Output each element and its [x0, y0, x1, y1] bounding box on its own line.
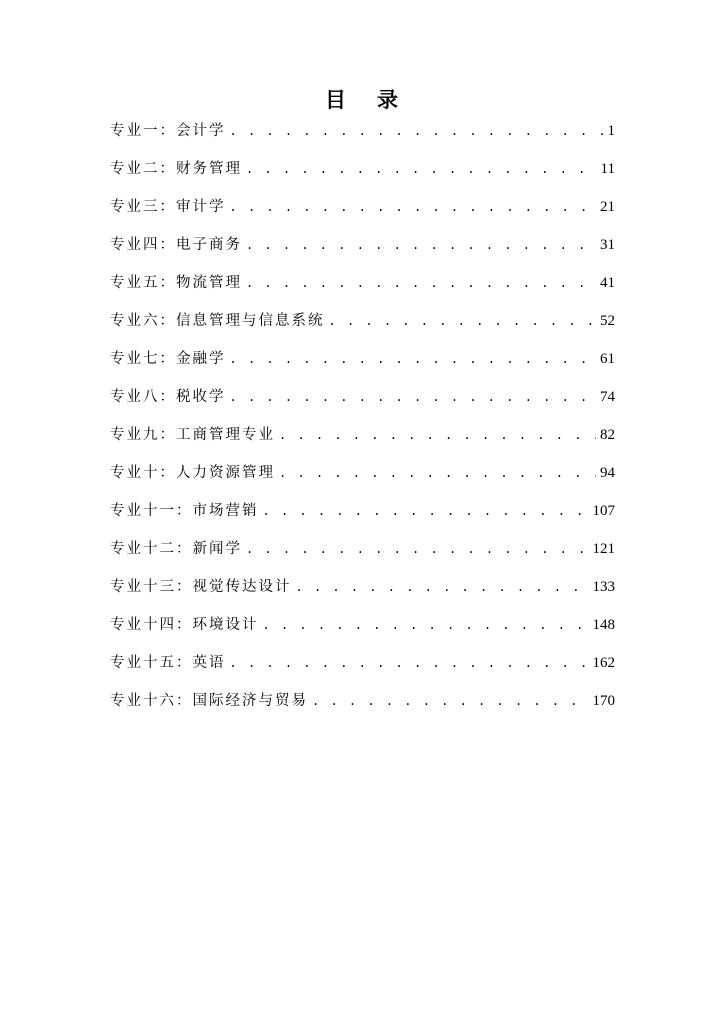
toc-entry[interactable]	[110, 424, 615, 462]
toc-entry[interactable]	[110, 120, 615, 158]
toc-entry-page: 74	[600, 389, 615, 405]
dot-leader	[230, 652, 589, 674]
dot-leader	[246, 538, 589, 560]
dot-leader	[246, 234, 596, 256]
toc-entry-page: 21	[600, 199, 615, 215]
toc-entry[interactable]	[110, 462, 615, 500]
toc-entry-page: 41	[600, 275, 615, 291]
toc-entry-page: 52	[600, 313, 615, 329]
toc-entry-label: 专业十三：视觉传达设计	[110, 579, 292, 595]
toc-entry[interactable]	[110, 272, 615, 310]
toc-entry-page: 31	[600, 237, 615, 253]
toc-entry-page: 11	[600, 161, 615, 177]
toc-entry-label: 专业十四：环境设计	[110, 617, 259, 633]
dot-leader	[279, 424, 596, 446]
toc-entry-label: 专业五：物流管理	[110, 275, 242, 291]
dot-leader	[230, 348, 597, 370]
toc-entry-label: 专业二：财务管理	[110, 161, 242, 177]
toc-entry[interactable]	[110, 158, 615, 196]
toc-entry-label: 专业六：信息管理与信息系统	[110, 313, 325, 329]
table-of-contents	[110, 120, 615, 728]
toc-entry[interactable]	[110, 348, 615, 386]
toc-entry-page: 148	[592, 617, 615, 633]
dot-leader	[296, 576, 589, 598]
toc-entry-label: 专业十二：新闻学	[110, 541, 242, 557]
dot-leader	[329, 310, 597, 332]
dot-leader	[312, 690, 589, 712]
toc-entry[interactable]	[110, 614, 615, 652]
toc-entry-page: 121	[592, 541, 615, 557]
toc-entry-label: 专业七：金融学	[110, 351, 226, 367]
toc-entry-page: 1	[607, 123, 615, 139]
toc-entry-label: 专业十六：国际经济与贸易	[110, 693, 308, 709]
toc-entry[interactable]	[110, 500, 615, 538]
dot-leader	[230, 120, 604, 142]
toc-entry-page: 107	[592, 503, 615, 519]
dot-leader	[279, 462, 596, 484]
dot-leader	[246, 272, 596, 294]
dot-leader	[246, 158, 597, 180]
dot-leader	[230, 196, 597, 218]
toc-entry-label: 专业十一：市场营销	[110, 503, 259, 519]
toc-entry-label: 专业十五：英语	[110, 655, 226, 671]
toc-entry-page: 170	[592, 693, 615, 709]
toc-entry[interactable]	[110, 310, 615, 348]
toc-entry[interactable]	[110, 538, 615, 576]
toc-entry-label: 专业八：税收学	[110, 389, 226, 405]
toc-entry[interactable]	[110, 690, 615, 728]
toc-entry-page: 61	[600, 351, 615, 367]
toc-title-part-2: 录	[377, 88, 399, 112]
toc-entry-page: 82	[600, 427, 615, 443]
toc-entry[interactable]	[110, 234, 615, 272]
dot-leader	[263, 500, 589, 522]
toc-entry-label: 专业三：审计学	[110, 199, 226, 215]
toc-entry-page: 94	[600, 465, 615, 481]
toc-entry-page: 133	[592, 579, 615, 595]
dot-leader	[230, 386, 597, 408]
toc-entry-label: 专业四：电子商务	[110, 237, 242, 253]
toc-title	[0, 84, 724, 114]
toc-entry-label: 专业十：人力资源管理	[110, 465, 275, 481]
toc-entry[interactable]	[110, 386, 615, 424]
toc-entry[interactable]	[110, 652, 615, 690]
toc-entry[interactable]	[110, 196, 615, 234]
toc-entry-page: 162	[592, 655, 615, 671]
toc-title-part-1: 目	[325, 88, 347, 112]
toc-entry-label: 专业九：工商管理专业	[110, 427, 275, 443]
toc-entry[interactable]	[110, 576, 615, 614]
toc-entry-label: 专业一：会计学	[110, 123, 226, 139]
dot-leader	[263, 614, 589, 636]
